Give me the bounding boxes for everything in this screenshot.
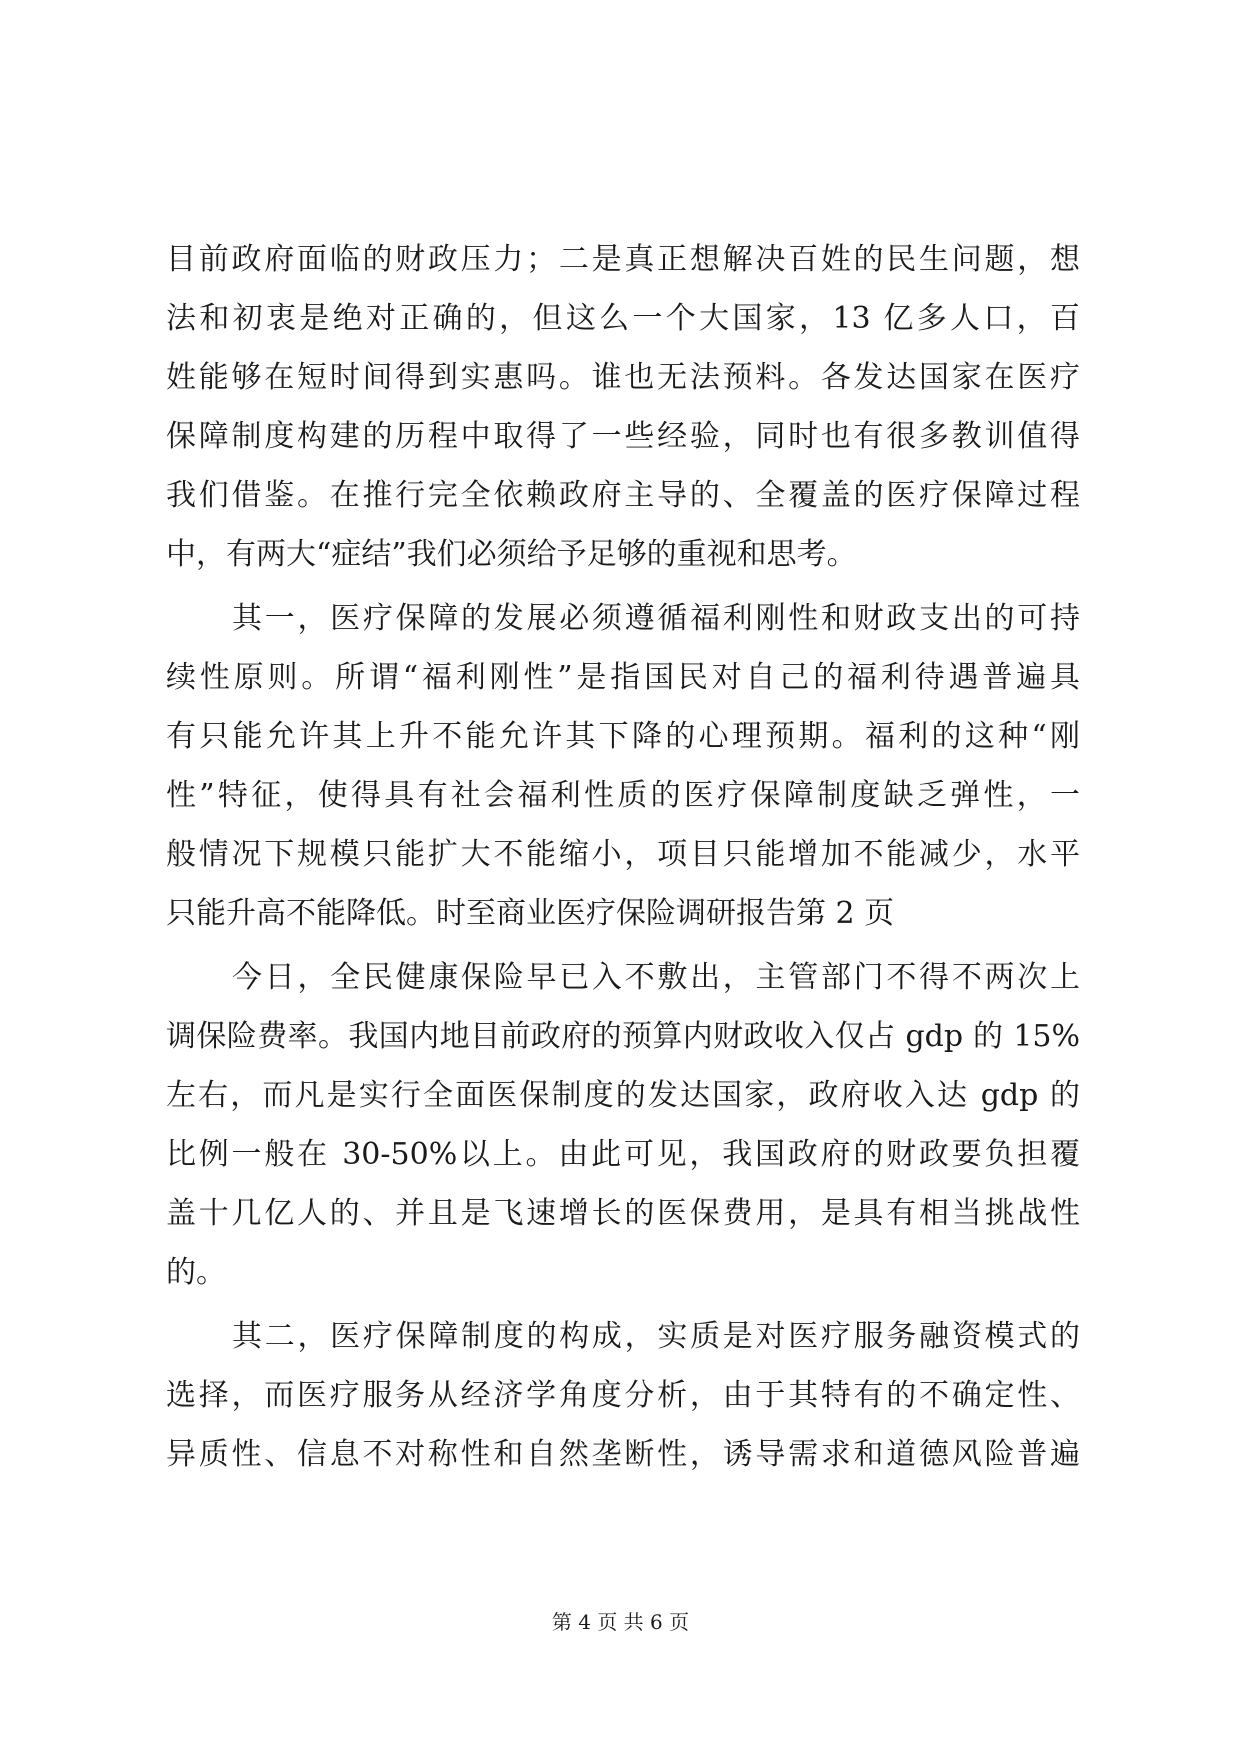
text-line: 左右，而凡是实行全面医保制度的发达国家，政府收入达 gdp 的 xyxy=(166,1078,1080,1113)
paragraph-2 xyxy=(166,589,1080,943)
document-body xyxy=(166,230,1080,1484)
text-line: 法和初衷是绝对正确的，但这么一个大国家，13 亿多人口，百 xyxy=(166,301,1080,336)
text-line: 选择，而医疗服务从经济学角度分析，由于其特有的不确定性、 xyxy=(166,1378,1080,1413)
text-line: 比例一般在 30-50%以上。由此可见，我国政府的财政要负担覆 xyxy=(166,1137,1080,1172)
text-line: 其二，医疗保障制度的构成，实质是对医疗服务融资模式的 xyxy=(232,1319,1080,1354)
text-line: 只能升高不能降低。时至商业医疗保险调研报告第 2 页 xyxy=(166,896,895,931)
text-line: 目前政府面临的财政压力；二是真正想解决百姓的民生问题，想 xyxy=(166,242,1080,277)
text-line: 般情况下规模只能扩大不能缩小，项目只能增加不能减少，水平 xyxy=(166,837,1080,872)
paragraph-1 xyxy=(166,230,1080,584)
text-line: 盖十几亿人的、并且是飞速增长的医保费用，是具有相当挑战性 xyxy=(166,1196,1080,1231)
page-number-footer: 第 4 页 共 6 页 xyxy=(551,1610,690,1634)
text-line: 中，有两大“症结”我们必须给予足够的重视和思考。 xyxy=(166,537,857,572)
text-line: 保障制度构建的历程中取得了一些经验，同时也有很多教训值得 xyxy=(166,419,1080,454)
text-line: 有只能允许其上升不能允许其下降的心理预期。福利的这种“刚 xyxy=(166,719,1080,754)
text-line: 调保险费率。我国内地目前政府的预算内财政收入仅占 gdp 的 15% xyxy=(166,1019,1080,1054)
paragraph-4 xyxy=(166,1307,1080,1484)
text-line: 续性原则。所谓“福利刚性”是指国民对自己的福利待遇普遍具 xyxy=(166,660,1080,695)
paragraph-3 xyxy=(166,948,1080,1302)
text-line: 异质性、信息不对称性和自然垄断性，诱导需求和道德风险普遍 xyxy=(166,1437,1080,1472)
text-line: 我们借鉴。在推行完全依赖政府主导的、全覆盖的医疗保障过程 xyxy=(166,478,1080,513)
text-line: 的。 xyxy=(166,1255,226,1290)
text-line: 其一，医疗保障的发展必须遵循福利刚性和财政支出的可持 xyxy=(232,601,1080,636)
text-line: 性”特征，使得具有社会福利性质的医疗保障制度缺乏弹性，一 xyxy=(166,778,1080,813)
text-line: 今日，全民健康保险早已入不敷出，主管部门不得不两次上 xyxy=(232,960,1080,995)
text-line: 姓能够在短时间得到实惠吗。谁也无法预料。各发达国家在医疗 xyxy=(166,360,1080,395)
